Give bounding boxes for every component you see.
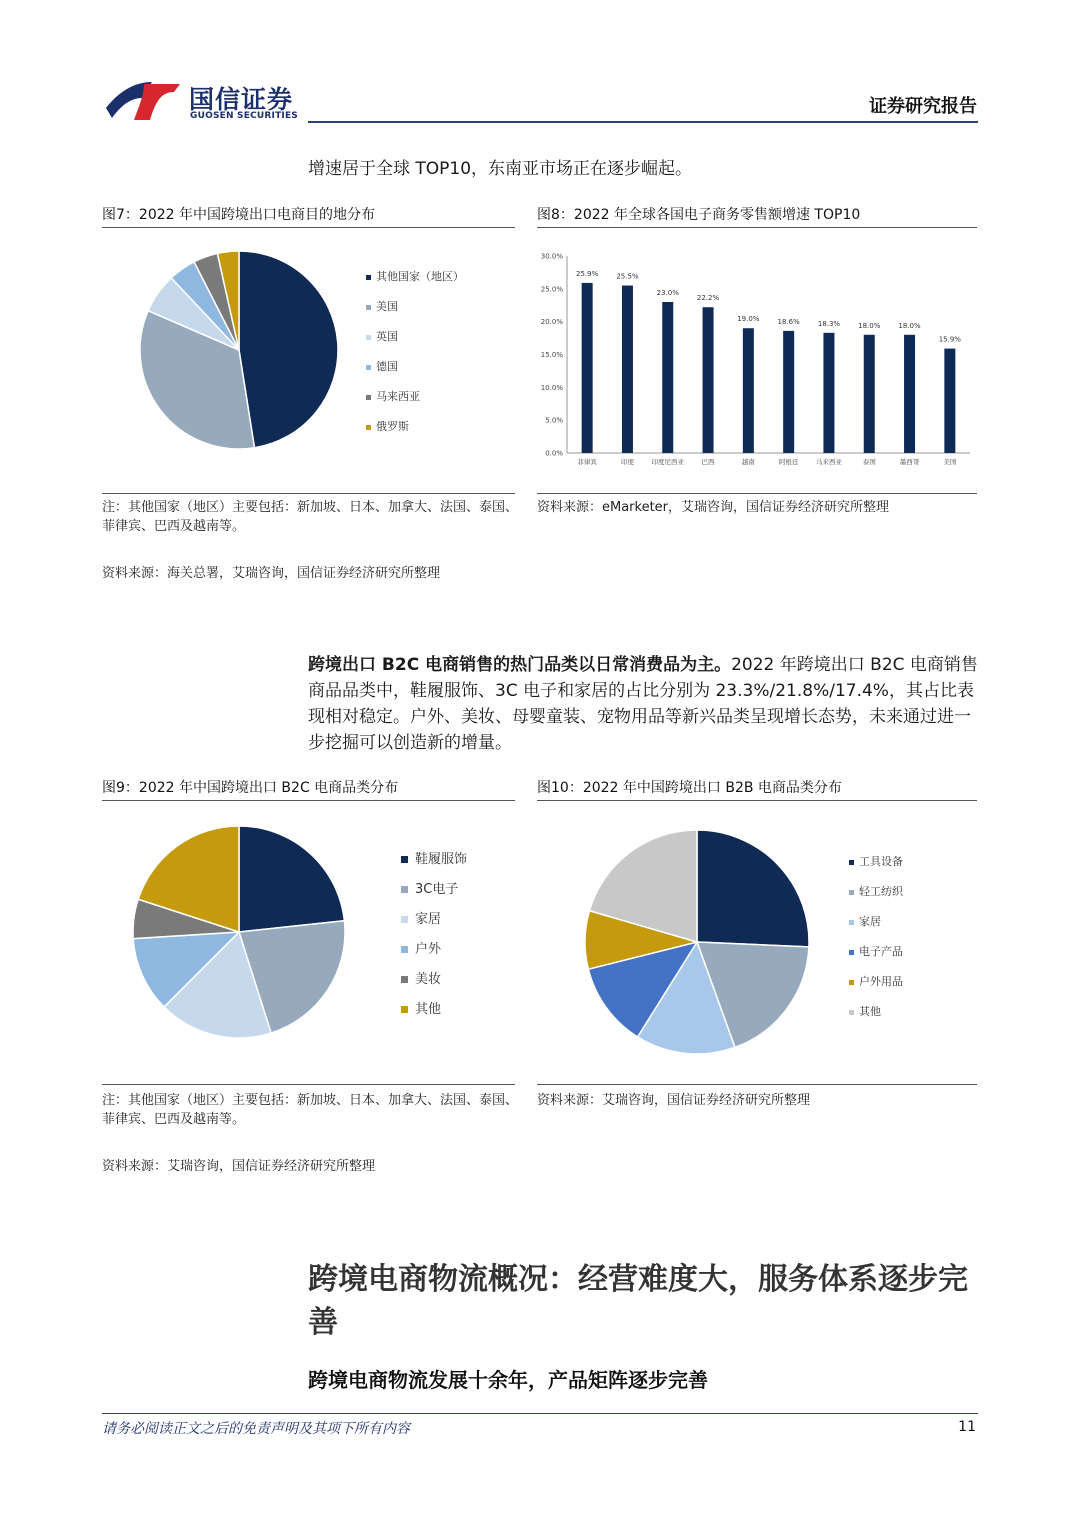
fig9-legend-label: 美妆: [415, 972, 442, 987]
fig7-source: 资料来源：海关总署，艾瑞咨询，国信证券经济研究所整理: [102, 566, 441, 581]
fig9-slice-1: [239, 826, 344, 932]
fig10-legend-item: [849, 1003, 881, 1019]
fig8-category-label: 印度: [620, 458, 634, 466]
legend-swatch-icon: [366, 305, 371, 310]
fig9-legend: [401, 848, 511, 1028]
fig8-data-label: 25.5%: [616, 272, 639, 281]
fig10-legend-item: [849, 913, 881, 929]
fig9-source: 资料来源：艾瑞咨询，国信证券经济研究所整理: [102, 1159, 376, 1174]
fig10-slice-1: [697, 830, 809, 947]
fig7-legend-item: [366, 418, 409, 434]
fig10-legend-label: 工具设备: [859, 855, 903, 868]
legend-swatch-icon: [401, 946, 408, 953]
fig7-legend-label: 俄罗斯: [376, 420, 409, 433]
fig8-category-label: 越南: [741, 458, 755, 466]
fig8-title: 图8：2022 年全球各国电子商务零售额增速 TOP10: [537, 207, 861, 223]
b2c-paragraph-body: 2022 年跨境出口 B2C 电商销售商品品类中，鞋履服饰、3C 电子和家居的占比分别为 23.3%/21.8%/17.4%，其占比表现相对稳定。户外、美妆、母婴童装、宠物用品等新兴品类呈现增长态势，未来通过进一步挖掘可以创造新的增量。: [308, 655, 978, 753]
intro-text: 增速居于全球 TOP10，东南亚市场正在逐步崛起。: [308, 159, 693, 179]
fig10-legend-item: [849, 853, 903, 869]
fig7-legend-label: 美国: [376, 300, 398, 313]
fig9-legend-label: 家居: [415, 912, 442, 927]
fig7-title-rule: [102, 227, 515, 228]
legend-swatch-icon: [401, 856, 408, 863]
fig10-legend-label: 轻工纺织: [859, 885, 903, 898]
b2c-paragraph-lead: 跨境出口 B2C 电商销售的热门品类以日常消费品为主。: [308, 655, 732, 675]
fig8-data-label: 18.0%: [858, 321, 881, 330]
fig8-bar: [743, 328, 754, 453]
brand-name: 国信证券: [189, 85, 294, 114]
fig9-title-rule: [102, 800, 515, 801]
fig9-note: 注：其他国家（地区）主要包括：新加坡、日本、加拿大、法国、泰国、菲律宾、巴西及越南等。: [102, 1093, 519, 1127]
fig8-bar-chart: [537, 236, 977, 486]
fig8-bar: [703, 307, 714, 453]
fig7-legend-item: [366, 388, 420, 404]
fig8-data-label: 22.2%: [696, 294, 720, 303]
fig8-bar: [662, 302, 673, 453]
fig8-bar: [944, 349, 955, 453]
fig8-category-label: 阿根廷: [778, 458, 799, 466]
guosen-logo-icon: [104, 78, 184, 124]
fig7-legend-label: 德国: [376, 360, 398, 373]
fig9-legend-label: 户外: [415, 942, 442, 957]
brand-name-english: GUOSEN SECURITIES: [190, 111, 298, 121]
fig7-title: 图7：2022 年中国跨境出口电商目的地分布: [102, 207, 375, 223]
legend-swatch-icon: [366, 395, 371, 400]
legend-swatch-icon: [849, 920, 854, 925]
fig9-legend-item: [401, 908, 441, 927]
fig10-legend-item: [849, 883, 903, 899]
legend-swatch-icon: [401, 976, 408, 983]
fig8-bottom-rule: [537, 493, 977, 494]
fig8-data-label: 25.9%: [576, 269, 599, 278]
fig8-bar: [823, 333, 834, 453]
fig9-title: 图9：2022 年中国跨境出口 B2C 电商品类分布: [102, 780, 399, 796]
legend-swatch-icon: [849, 890, 854, 895]
fig8-y-tick-label: 15.0%: [540, 351, 563, 359]
fig8-source: 资料来源：eMarketer，艾瑞咨询，国信证券经济研究所整理: [537, 500, 890, 515]
page-number: 11: [958, 1419, 976, 1435]
fig10-legend-label: 家居: [859, 915, 881, 928]
legend-swatch-icon: [849, 980, 854, 985]
fig10-bottom-rule: [537, 1084, 977, 1085]
legend-swatch-icon: [849, 1010, 854, 1015]
fig9-legend-label: 3C电子: [415, 882, 459, 897]
footer-disclaimer: 请务必阅读正文之后的免责声明及其项下所有内容: [102, 1421, 410, 1437]
fig7-legend-label: 其他国家（地区）: [376, 270, 464, 283]
fig10-source: 资料来源：艾瑞咨询，国信证券经济研究所整理: [537, 1093, 811, 1108]
legend-swatch-icon: [366, 425, 371, 430]
fig8-y-tick-label: 20.0%: [540, 318, 563, 327]
fig8-bar: [622, 286, 633, 453]
fig9-legend-item: [401, 938, 441, 957]
fig7-bottom-rule: [102, 493, 515, 494]
fig7-legend-item: [366, 268, 464, 284]
fig8-category-label: 墨西哥: [899, 458, 920, 466]
fig7-legend-item: [366, 358, 398, 374]
header-divider: [308, 121, 978, 123]
section-title: 跨境电商物流概况：经营难度大，服务体系逐步完善: [308, 1262, 968, 1340]
fig8-bar: [783, 331, 794, 453]
fig8-category-label: 马来西亚: [815, 458, 842, 466]
legend-swatch-icon: [849, 950, 854, 955]
fig8-data-label: 23.0%: [656, 288, 679, 297]
fig8-category-label: 巴西: [701, 458, 715, 466]
fig10-legend-label: 电子产品: [859, 945, 903, 958]
fig8-y-tick-label: 30.0%: [540, 252, 563, 261]
fig8-y-tick-label: 5.0%: [545, 416, 563, 425]
legend-swatch-icon: [366, 335, 371, 340]
fig8-bar: [582, 283, 593, 453]
fig7-legend-item: [366, 298, 398, 314]
fig8-data-label: 15.9%: [938, 335, 961, 344]
fig8-data-label: 18.3%: [817, 319, 841, 328]
fig8-data-label: 18.0%: [898, 321, 921, 330]
fig10-title: 图10：2022 年中国跨境出口 B2B 电商品类分布: [537, 780, 842, 796]
footer-divider: [102, 1413, 978, 1414]
section-subtitle: 跨境电商物流发展十余年，产品矩阵逐步完善: [308, 1368, 708, 1392]
fig9-legend-label: 鞋履服饰: [415, 852, 468, 867]
fig8-data-label: 19.0%: [737, 315, 760, 324]
legend-swatch-icon: [849, 860, 854, 865]
fig10-legend-label: 其他: [859, 1005, 881, 1018]
fig9-bottom-rule: [102, 1084, 515, 1085]
fig9-legend-item: [401, 848, 467, 867]
legend-swatch-icon: [366, 275, 371, 280]
report-type-label: 证券研究报告: [869, 96, 977, 117]
fig8-data-label: 18.6%: [777, 317, 800, 326]
legend-swatch-icon: [401, 916, 408, 923]
fig10-legend-item: [849, 973, 903, 989]
fig10-legend: [849, 853, 969, 1033]
fig10-legend-label: 户外用品: [859, 975, 903, 988]
fig10-legend-item: [849, 943, 903, 959]
fig7-note: 注：其他国家（地区）主要包括：新加坡、日本、加拿大、法国、泰国、菲律宾、巴西及越南等。: [102, 500, 519, 534]
fig8-y-tick-label: 0.0%: [545, 449, 563, 458]
fig7-legend-item: [366, 328, 398, 344]
legend-swatch-icon: [401, 886, 408, 893]
fig7-legend: [366, 268, 506, 448]
fig8-bar: [904, 335, 915, 453]
fig8-category-label: 泰国: [862, 458, 876, 466]
fig7-legend-label: 英国: [376, 330, 398, 343]
fig9-legend-item: [401, 968, 441, 987]
fig8-y-tick-label: 25.0%: [540, 285, 563, 294]
fig10-title-rule: [537, 800, 977, 801]
legend-swatch-icon: [366, 365, 371, 370]
fig7-legend-label: 马来西亚: [376, 390, 420, 403]
legend-swatch-icon: [401, 1006, 408, 1013]
fig8-category-label: 印度尼西亚: [651, 458, 684, 466]
fig9-legend-label: 其他: [415, 1002, 442, 1017]
fig8-category-label: 美国: [943, 458, 957, 466]
fig8-category-label: 菲律宾: [577, 458, 597, 466]
fig8-title-rule: [537, 227, 977, 228]
fig9-legend-item: [401, 998, 441, 1017]
fig9-legend-item: [401, 878, 458, 897]
fig7-slice-1: [239, 251, 338, 448]
fig8-bar: [864, 335, 875, 453]
b2c-paragraph: [308, 652, 978, 756]
fig8-y-tick-label: 10.0%: [540, 383, 563, 392]
